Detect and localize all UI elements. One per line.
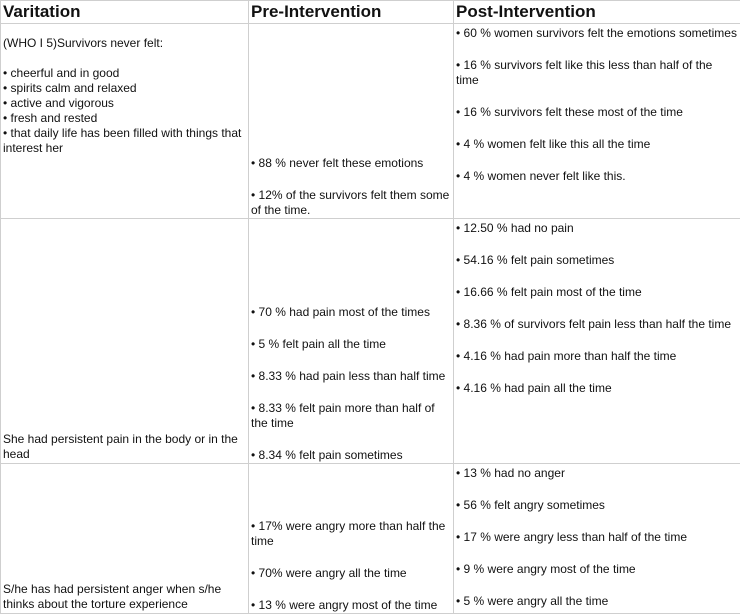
- post-item: • 4.16 % had pain more than half the time: [456, 349, 738, 364]
- variation-bullet: • active and vigorous: [3, 96, 246, 111]
- variation-text: S/he has had persistent anger when s/he thinks about the torture experience: [3, 582, 246, 612]
- header-post-intervention: Post-Intervention: [454, 1, 740, 24]
- post-intervention-cell: [454, 219, 740, 464]
- table-row: [1, 219, 740, 464]
- pre-item: • 70% were angry all the time: [251, 566, 451, 581]
- post-item: • 4 % women felt like this all the time: [456, 137, 738, 152]
- post-item: • 4 % women never felt like this.: [456, 169, 738, 184]
- post-item: • 60 % women survivors felt the emotions sometimes: [456, 26, 738, 41]
- pre-intervention-cell: [249, 219, 454, 464]
- header-pre-intervention: Pre-Intervention: [249, 1, 454, 24]
- pre-intervention-cell: [249, 24, 454, 219]
- post-item: • 8.36 % of survivors felt pain less than half the time: [456, 317, 738, 332]
- post-item: • 16 % survivors felt like this less than half of the time: [456, 58, 738, 88]
- pre-item: • 8.33 % felt pain more than half of the time: [251, 401, 451, 431]
- post-item: • 5 % were angry all the time: [456, 594, 738, 609]
- post-item: • 16 % survivors felt these most of the time: [456, 105, 738, 120]
- table-row: [1, 24, 740, 219]
- pre-item: • 12% of the survivors felt them some of the time.: [251, 188, 451, 218]
- variation-bullet: • fresh and rested: [3, 111, 246, 126]
- post-intervention-cell: [454, 464, 740, 614]
- post-item: • 13 % had no anger: [456, 466, 738, 481]
- pre-item: • 8.34 % felt pain sometimes: [251, 448, 451, 463]
- header-row: [1, 1, 740, 24]
- variation-bullet: • that daily life has been filled with things that interest her: [3, 126, 246, 156]
- variation-bullet: • cheerful and in good: [3, 66, 246, 81]
- pre-item: • 17% were angry more than half the time: [251, 519, 451, 549]
- post-item: • 4.16 % had pain all the time: [456, 381, 738, 396]
- post-item: • 9 % were angry most of the time: [456, 562, 738, 577]
- post-item: • 17 % were angry less than half of the time: [456, 530, 738, 545]
- pre-item: • 13 % were angry most of the time: [251, 598, 451, 613]
- post-item: • 16.66 % felt pain most of the time: [456, 285, 738, 300]
- variation-text: She had persistent pain in the body or in the head: [3, 432, 246, 462]
- pre-item: • 5 % felt pain all the time: [251, 337, 451, 352]
- post-item: • 54.16 % felt pain sometimes: [456, 253, 738, 268]
- pre-item: • 88 % never felt these emotions: [251, 156, 451, 171]
- post-intervention-cell: [454, 24, 740, 219]
- pre-intervention-cell: [249, 464, 454, 614]
- pre-item: • 8.33 % had pain less than half time: [251, 369, 451, 384]
- post-item: • 56 % felt angry sometimes: [456, 498, 738, 513]
- post-item: • 12.50 % had no pain: [456, 221, 738, 236]
- variation-cell: [1, 464, 249, 614]
- variation-cell: [1, 24, 249, 219]
- pre-item: • 70 % had pain most of the times: [251, 305, 451, 320]
- variation-cell: [1, 219, 249, 464]
- variation-bullet: • spirits calm and relaxed: [3, 81, 246, 96]
- header-variation: Varitation: [1, 1, 249, 24]
- table-row: [1, 464, 740, 614]
- variation-intro: (WHO I 5)Survivors never felt:: [3, 36, 246, 51]
